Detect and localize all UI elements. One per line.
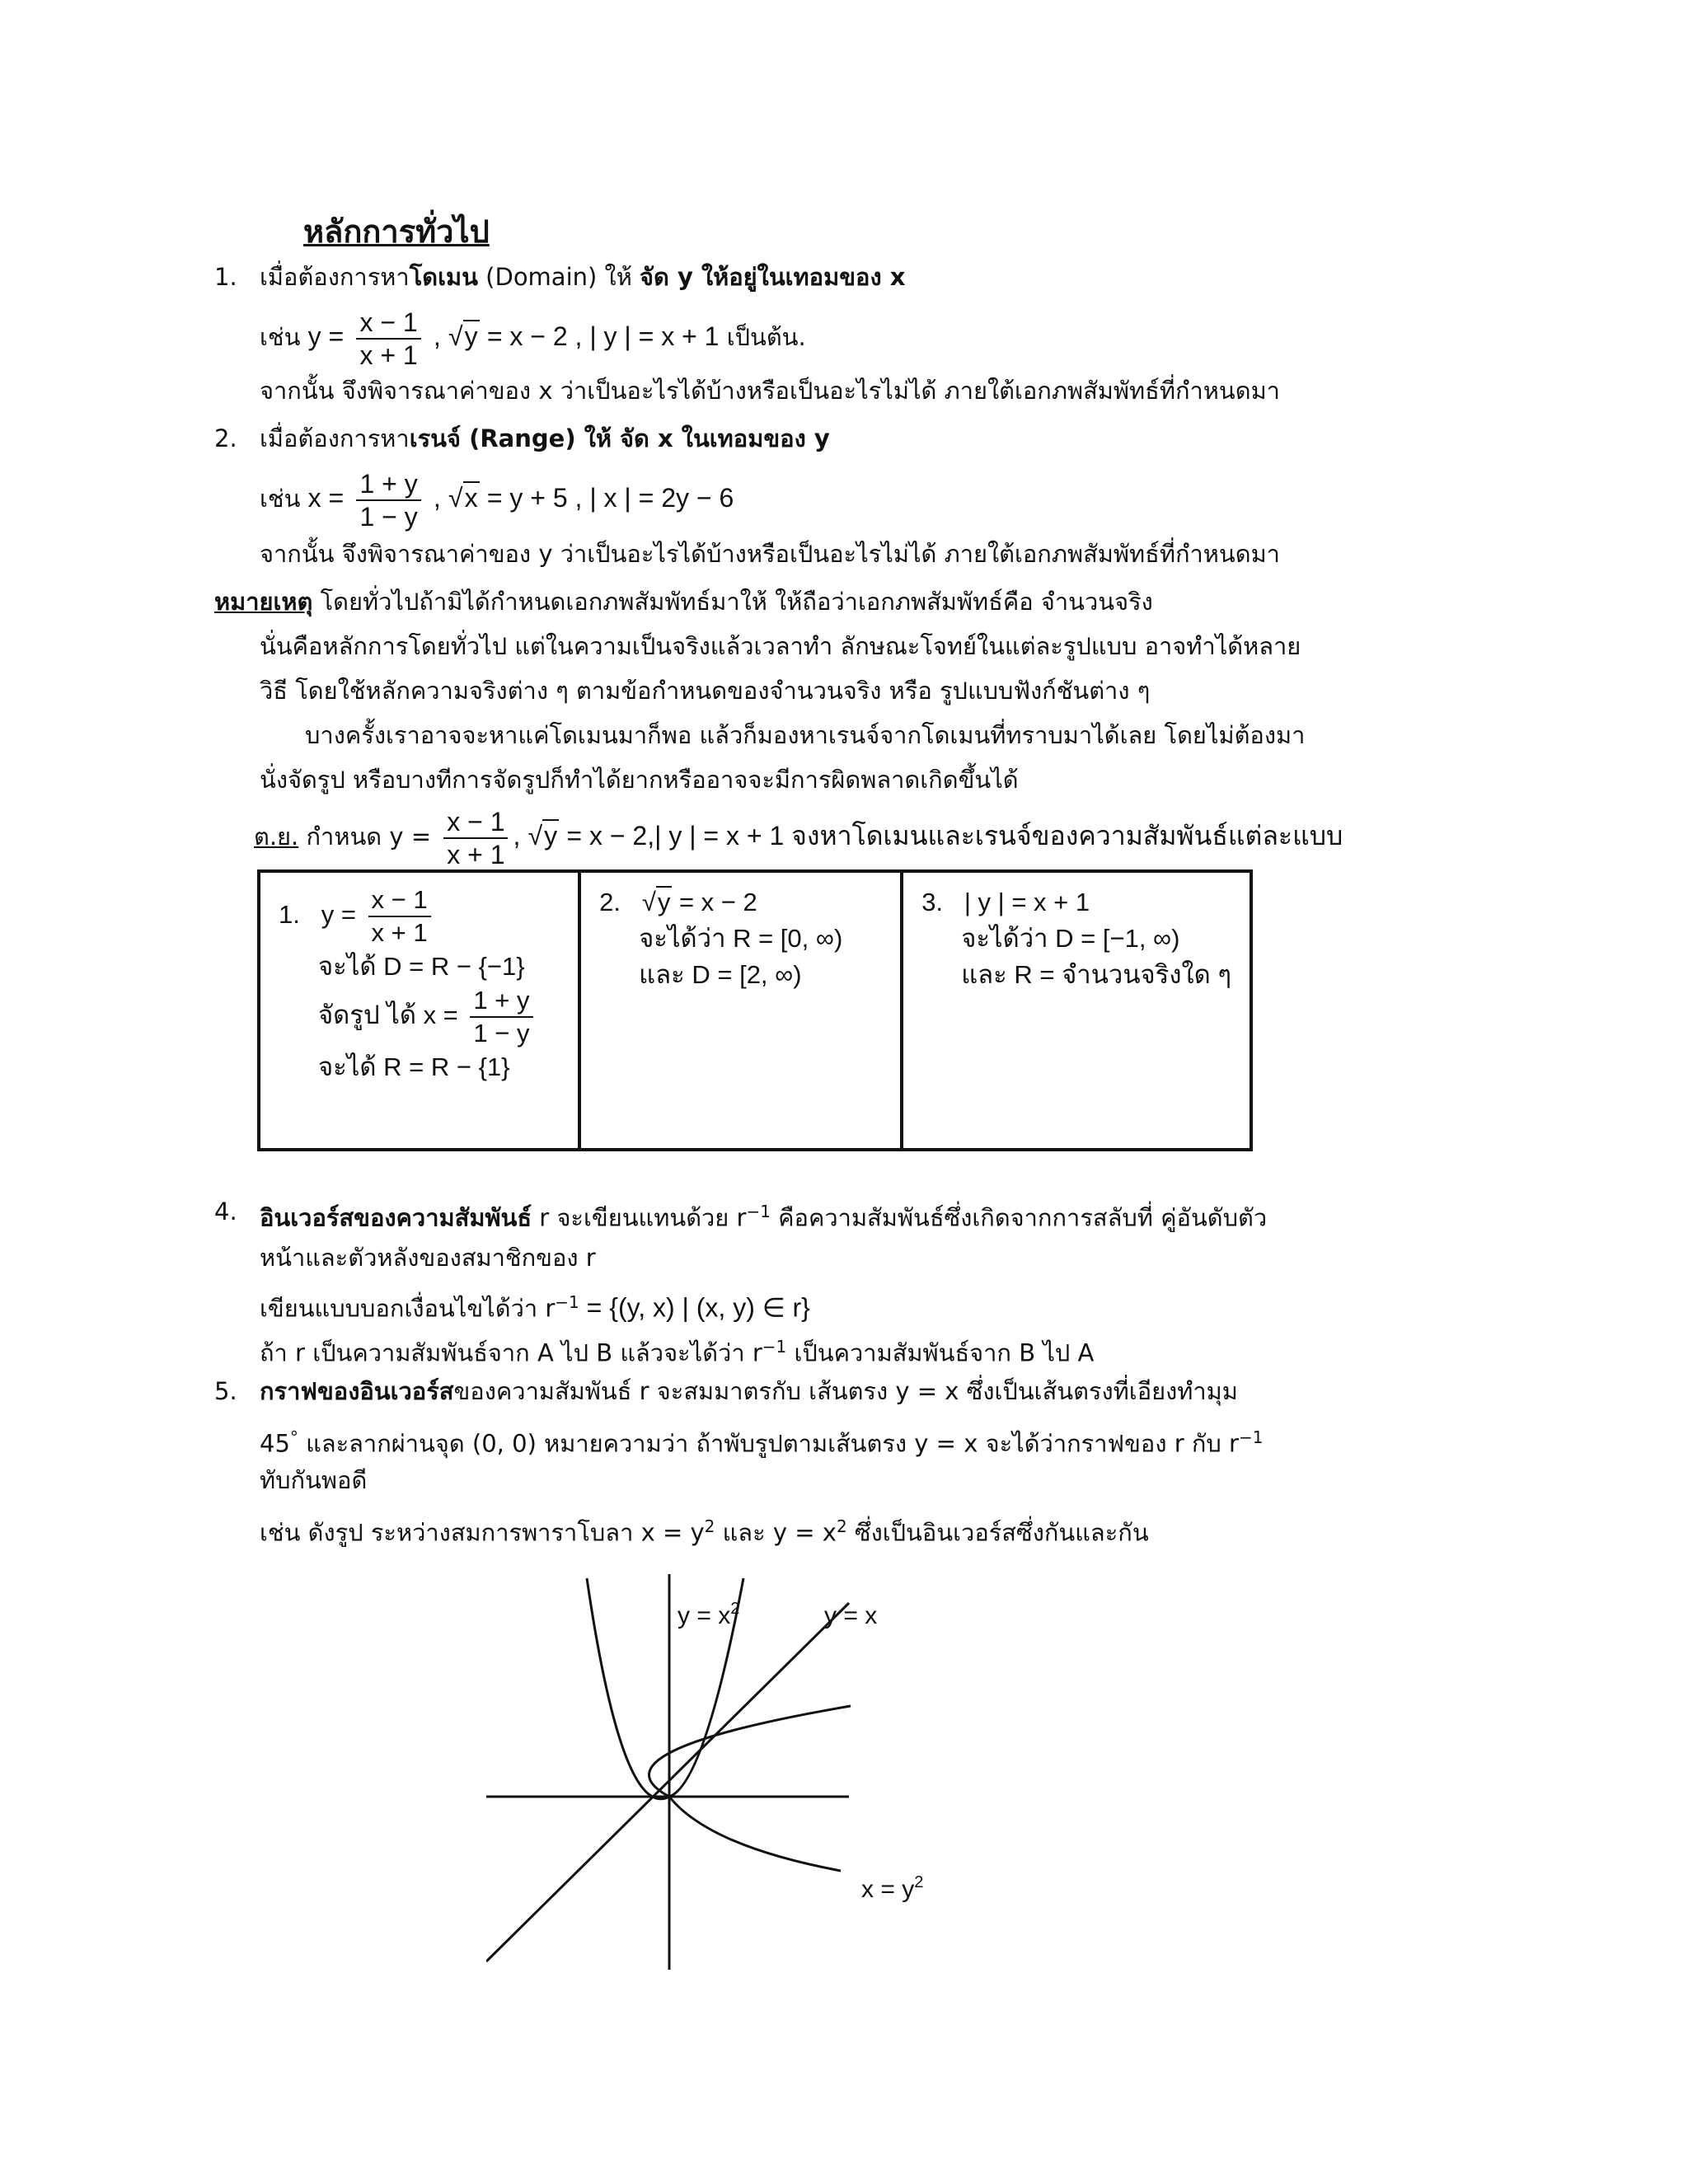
- item-1-note: จากนั้น จึงพิจารณาค่าของ x ว่าเป็นอะไรได้บ้างหรือเป็นอะไรไม่ได้ ภายใต้เอกภพสัมพัทธ์ที่กำหนดมา: [260, 377, 1280, 405]
- cell-2-range: จะได้ว่า R = [0, ∞): [639, 924, 843, 953]
- table-cell-2: [578, 873, 900, 1148]
- item-2-line: เมื่อต้องการหาเรนจ์ (Range) ให้ จัด x ในเทอมของ y: [260, 424, 830, 452]
- cell-3-equation: 3. | y | = x + 1: [921, 888, 1090, 916]
- item-2-note: จากนั้น จึงพิจารณาค่าของ y ว่าเป็นอะไรได้บ้างหรือเป็นอะไรไม่ได้ ภายใต้เอกภพสัมพัทธ์ที่กำหนดมา: [260, 540, 1280, 568]
- cell-2-equation: 2. √y = x − 2: [599, 888, 757, 916]
- item-4-line-3: เขียนแบบบอกเงื่อนไขได้ว่า $r^{-1} = \{(y$, x) | (x, y) ∈ r}: [260, 1292, 810, 1323]
- remark-line-4: บางครั้งเราอาจจะหาแค่โดเมนมาก็พอ แล้วก็มองหาเรนจ์จากโดเมนที่ทราบมาได้เลย โดยไม่ต้องมา: [305, 721, 1306, 749]
- cell-1-equation: 1. y = $\frac{x - 1}{x + 1}$: [279, 884, 560, 949]
- cell-1-domain: จะได้ D = R − {−1}: [318, 952, 525, 981]
- item-1-number: 1.: [214, 263, 237, 291]
- item-5-number: 5.: [214, 1377, 237, 1405]
- item-2-number: 2.: [214, 424, 237, 452]
- cell-3-domain: จะได้ว่า D = [−1, ∞): [961, 924, 1180, 953]
- item-2-example: เช่น x = $\frac{1 + y}{1 - y}$ , √x = y + 5 , | x | = 2y − 6: [260, 469, 734, 532]
- cell-1-rearrange: จัดรูป ได้ x = $\frac{1 + y}{1 - y}$: [279, 985, 560, 1049]
- label-parabola-right: $x = y^2$: [861, 1873, 924, 1903]
- example-line: ต.ย. กำหนด y = $\frac{x - 1}{x + 1}$ , √y = x − 2,| y | = x + 1 จงหาโดเมนและเรนจ์ของความสัมพันธ์แต่ละแบบ: [254, 807, 1343, 869]
- remark-line-3: วิธี โดยใช้หลักความจริงต่าง ๆ ตามข้อกำหนดของจำนวนจริง หรือ รูปแบบฟังก์ชันต่าง ๆ: [260, 677, 1151, 705]
- remark-line-2: นั่นคือหลักการโดยทั่วไป แต่ในความเป็นจริงแล้วเวลาทำ ลักษณะโจทย์ในแต่ละรูปแบบ อาจทำได้หลาย: [260, 632, 1301, 660]
- item-4-number: 4.: [214, 1197, 237, 1226]
- page-title: หลักการทั่วไป: [303, 213, 490, 250]
- item-1-line: เมื่อต้องการหาโดเมน (Domain) ให้ จัด y ให้อยู่ในเทอมของ x: [260, 263, 906, 291]
- answer-table: [257, 869, 1253, 1151]
- table-cell-1: [260, 873, 578, 1148]
- item-4-line-4: ถ้า r เป็นความสัมพันธ์จาก A ไป B แล้วจะได้ว่า $r^{-1}$ เป็นความสัมพันธ์จาก B ไป A: [260, 1337, 1095, 1367]
- label-parabola-up: $y = x^2$: [678, 1600, 740, 1629]
- item-5-line-4: เช่น ดังรูป ระหว่างสมการพาราโบลา $x = y^2$ และ $y = x^2$ ซึ่งเป็นอินเวอร์สซึ่งกันและกัน: [260, 1516, 1149, 1547]
- line-y-equals-x: [486, 1603, 849, 1961]
- item-5-line-2: 45° และลากผ่านจุด (0, 0) หมายความว่า ถ้าพับรูปตามเส้นตรง y = x จะได้ว่ากราฟของ r กับ $r^{-1}$: [260, 1427, 1264, 1458]
- cell-1-range: จะได้ R = R − {1}: [318, 1052, 510, 1081]
- table-cell-3: [900, 873, 1250, 1148]
- cell-3-range: และ R = จำนวนจริงใด ๆ: [961, 960, 1231, 989]
- item-5-line-3: ทับกันพอดี: [260, 1466, 368, 1494]
- inverse-graph: [486, 1574, 948, 1978]
- cell-2-domain: และ D = [2, ∞): [639, 960, 802, 989]
- item-1-example: เช่น y = $\frac{x - 1}{x + 1}$ , √y = x − 2 , | y | = x + 1 เป็นต้น.: [260, 307, 806, 370]
- item-4-line-2: หน้าและตัวหลังของสมาชิกของ r: [260, 1244, 596, 1272]
- remark-line-5: นั่งจัดรูป หรือบางทีการจัดรูปก็ทำได้ยากหรืออาจจะมีการผิดพลาดเกิดขึ้นได้: [260, 766, 1019, 794]
- remark-line-1: หมายเหตุ โดยทั่วไปถ้ามิได้กำหนดเอกภพสัมพัทธ์มาให้ ให้ถือว่าเอกภพสัมพัทธ์คือ จำนวนจริง: [214, 588, 1153, 616]
- item-5-line-1: กราฟของอินเวอร์สของความสัมพันธ์ r จะสมมาตรกับ เส้นตรง y = x ซึ่งเป็นเส้นตรงที่เอียงทำมุม: [260, 1377, 1238, 1405]
- label-line: y = x: [824, 1602, 878, 1629]
- item-4-line-1: อินเวอร์สของความสัมพันธ์ r จะเขียนแทนด้วย $r^{-1}$ คือความสัมพันธ์ซึ่งเกิดจากการสลับที่ คู่อันดับตัว: [260, 1202, 1268, 1232]
